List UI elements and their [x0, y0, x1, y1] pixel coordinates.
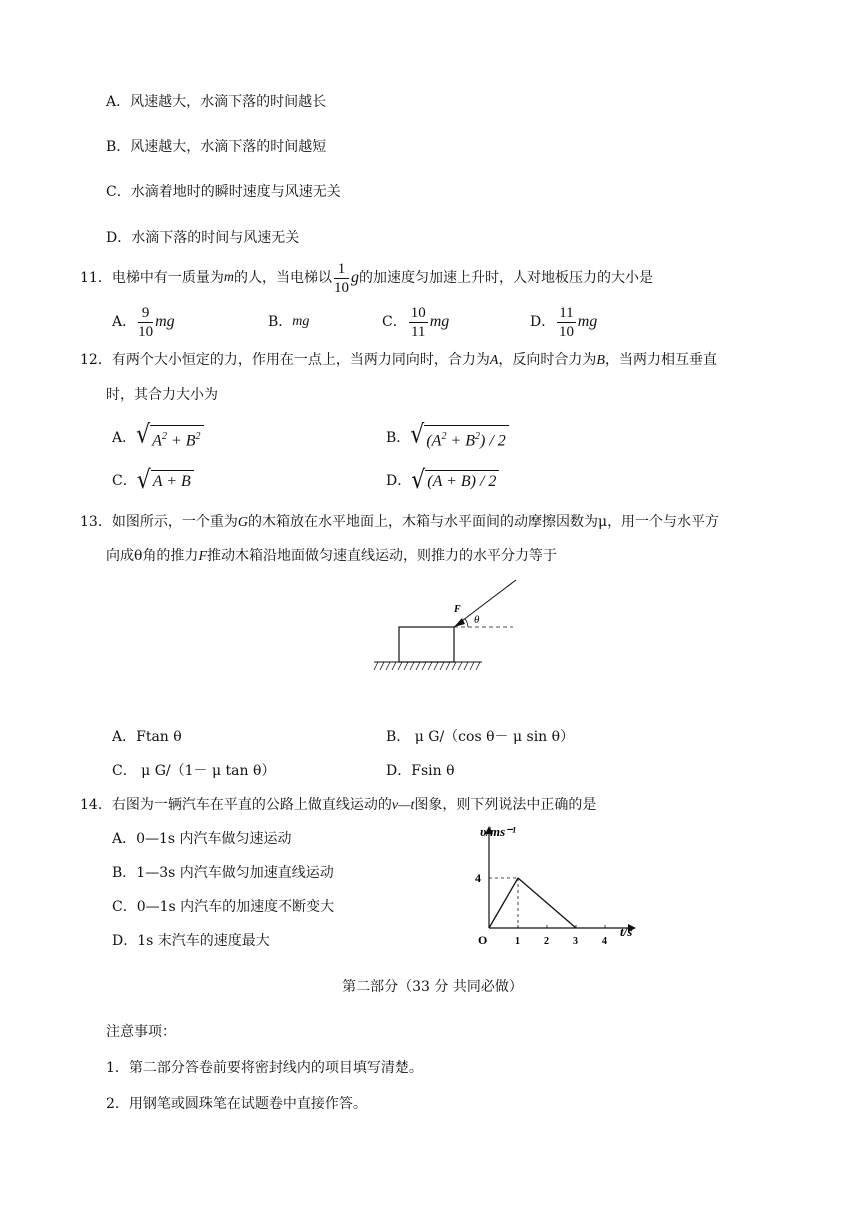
q12-option-d: D． √ (A + B) / 2: [386, 467, 499, 495]
q10-option-c: C．水滴着地时的瞬时速度与风速无关: [106, 184, 341, 200]
notice-heading: 注意事项：: [106, 1024, 176, 1040]
part2-title: 第二部分（33 分 共同必做）: [342, 979, 523, 995]
q13-stem-line2: 向成θ角的推力F推动木箱沿地面做匀速直线运动，则推力的水平分力等于: [106, 548, 557, 564]
origin-label: O: [478, 933, 488, 947]
q10-option-d: D．水滴下落的时间与风速无关: [106, 230, 300, 246]
x-tick-label-1: 1: [515, 936, 520, 947]
q12-stem-line1: 12．有两个大小恒定的力，作用在一点上，当两力同向时，合力为A，反向时合力为B，当两力相互垂直: [80, 352, 717, 368]
q11-option-a: A． $\frac{9}{10}$ mg: [112, 304, 175, 340]
q14-option-d: D．1s 末汽车的速度最大: [112, 933, 270, 949]
q12-stem-line2: 时，其合力大小为: [106, 387, 218, 403]
q14-stem: 14．右图为一辆汽车在平直的公路上做直线运动的v—t图象，则下列说法中正确的是: [80, 797, 597, 813]
figure-label-theta: θ: [474, 614, 480, 626]
q13-option-c: C． μ G/（1－ μ tan θ）: [112, 763, 276, 779]
q10-option-a: A．风速越大，水滴下落的时间越长: [106, 94, 327, 110]
x-tick-label-2: 2: [544, 936, 549, 947]
q11-option-d: D． $\frac{11}{10}$ mg: [530, 304, 598, 340]
figure-label-F: F: [454, 604, 461, 615]
q11-options: [112, 302, 812, 342]
x-tick-label-4: 4: [602, 936, 607, 947]
q14-option-a: A．0—1s 内汽车做匀速运动: [112, 831, 292, 847]
wooden-box: [399, 627, 454, 662]
q13-stem-line1: 13．如图所示，一个重为G的木箱放在水平地面上，木箱与水平面间的动摩擦因数为μ，用一个与水平方: [80, 514, 720, 530]
y-axis-label: υ/ms⁻¹: [480, 824, 516, 839]
q12-option-a: A． √ $A^2 + B^2$: [112, 424, 204, 452]
q11-option-c: C． $\frac{10}{11}$ mg: [382, 304, 450, 340]
x-tick-label-3: 3: [573, 936, 578, 947]
q13-option-d: D．Fsin θ: [386, 763, 455, 779]
q13-box-figure: [368, 574, 524, 678]
velocity-segment-2: [518, 878, 576, 928]
notice-item-2: 2．用钢笔或圆珠笔在试题卷中直接作答。: [106, 1096, 367, 1112]
q14-option-b: B．1—3s 内汽车做匀加速直线运动: [112, 865, 334, 881]
q11-option-b: B． mg: [268, 314, 310, 330]
theta-arc: [465, 619, 468, 627]
push-force-line: [454, 580, 516, 627]
q12-option-b: B． √ $(A^2 + B^2) / 2$: [386, 424, 509, 452]
y-tick-label-4: 4: [475, 871, 481, 885]
velocity-segment-1: [489, 878, 518, 928]
x-axis-label: t/s: [620, 924, 633, 939]
q11-stem: 11．电梯中有一质量为 m 的人，当电梯以 $\frac{1}{10}$ g 的加速度匀加速上升时，人对地板压力的大小是: [80, 260, 653, 296]
q13-option-b: B． μ G/（cos θ－ μ sin θ）: [386, 729, 575, 745]
ground-hatching: [374, 662, 482, 670]
q10-option-b: B．风速越大，水滴下落的时间越短: [106, 139, 327, 155]
q14-option-c: C．0—1s 内汽车的加速度不断变大: [112, 899, 335, 915]
notice-item-1: 1．第二部分答卷前要将密封线内的项目填写清楚。: [106, 1060, 423, 1076]
q11-fraction: $\frac{1}{10}$: [333, 260, 349, 296]
vt-graph: [470, 820, 646, 960]
q13-option-a: A．Ftan θ: [112, 729, 182, 745]
q12-option-c: C． √ A + B: [112, 467, 194, 495]
